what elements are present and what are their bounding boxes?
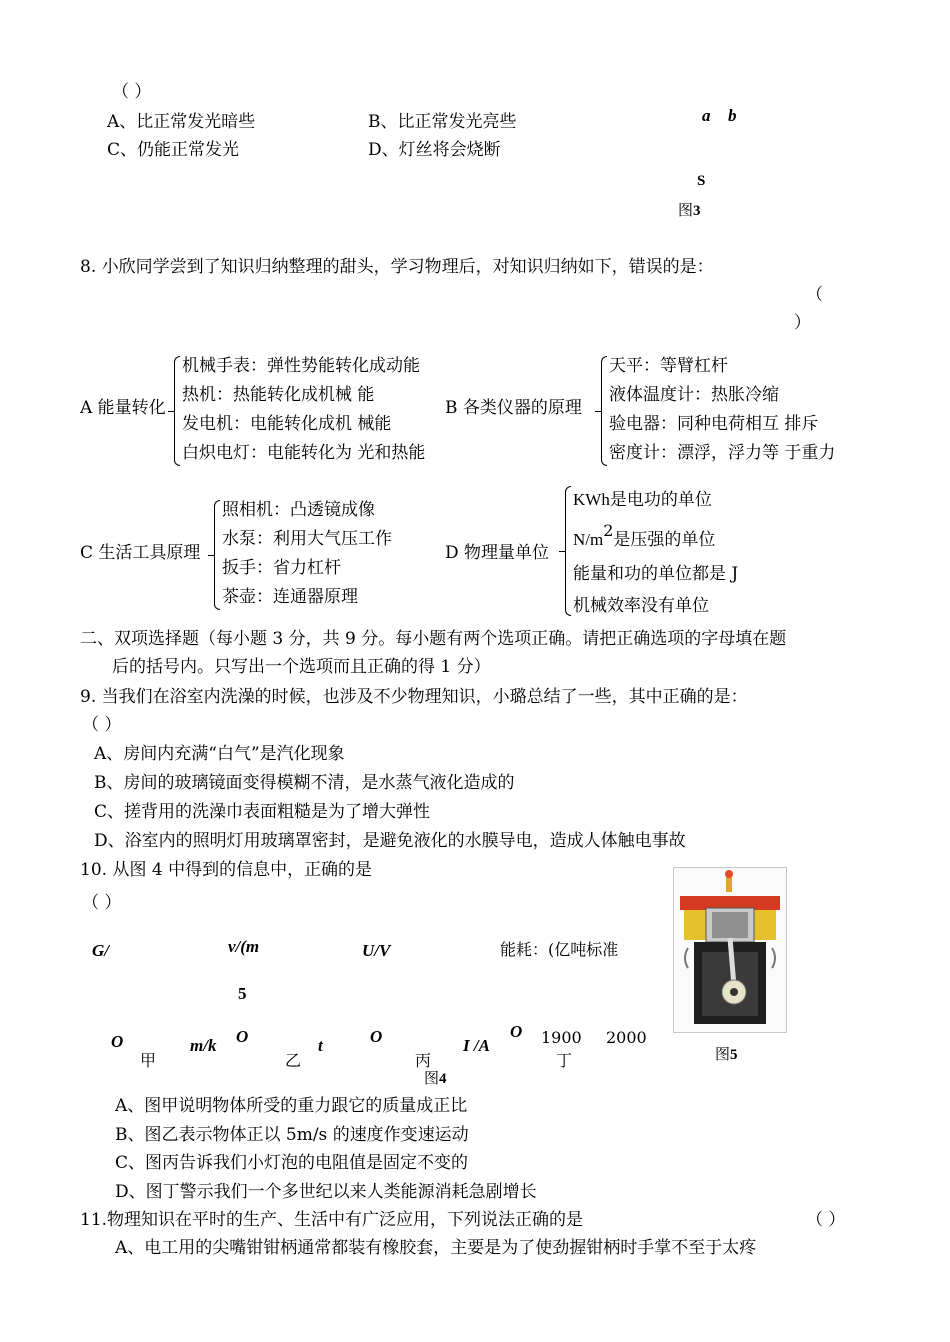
fig4-energy-label: 能耗：(亿吨标准 (500, 940, 619, 959)
q10-option-b: B、图乙表示物体正以 5m/s 的速度作变速运动 (115, 1125, 469, 1145)
fig4-u-label: U/V (362, 941, 391, 960)
q11-paren: （ ） (806, 1210, 846, 1230)
fig5-caption: 图5 (715, 1047, 738, 1063)
fig3-label-b: b (728, 106, 737, 125)
q8-d-title: D 物理量单位 (445, 543, 550, 563)
q8-b-title: B 各类仪器的原理 (445, 398, 582, 418)
fig4-year-1900: 1900 (541, 1028, 582, 1047)
fig4-g-label: G/ (92, 941, 109, 960)
q8-b-item: 液体温度计：热胀冷缩 (609, 385, 779, 405)
fig4-jia: 甲 (140, 1051, 157, 1070)
q8-stem: 8. 小欣同学尝到了知识归纳整理的甜头，学习物理后，对知识归纳如下，错误的是： (80, 257, 714, 277)
q9-option-b: B、房间的玻璃镜面变得模糊不清，是水蒸气液化造成的 (94, 773, 515, 793)
q9-option-a: A、房间内充满“白气”是汽化现象 (94, 744, 345, 764)
fig3-label-s: S (697, 173, 706, 189)
q7-option-c: C、仍能正常发光 (107, 140, 240, 160)
q8-c-item: 照相机：凸透镜成像 (222, 500, 375, 520)
q7-option-a: A、比正常发光暗些 (107, 112, 256, 132)
fig5-engine-image (673, 867, 787, 1033)
fig4-yi: 乙 (285, 1051, 302, 1070)
q11-option-a: A、电工用的尖嘴钳钳柄通常都装有橡胶套，主要是为了使劲握钳柄时手掌不至于太疼 (115, 1238, 757, 1258)
q8-d-item: 机械效率没有单位 (573, 596, 709, 616)
fig4-v-label: v/(m (228, 937, 260, 956)
q8-a-item: 热机：热能转化成机械 能 (182, 385, 375, 405)
q8-paren-open: （ (806, 285, 823, 305)
q10-stem: 10. 从图 4 中得到的信息中，正确的是 (80, 860, 373, 880)
q8-c-title: C 生活工具原理 (80, 543, 201, 563)
fig4-origin-ding: O (510, 1022, 523, 1041)
q8-c-item: 水泵：利用大气压工作 (222, 529, 392, 549)
q7-option-b: B、比正常发光亮些 (368, 112, 517, 132)
fig3-caption: 图3 (678, 203, 701, 219)
fig4-bing: 丙 (415, 1051, 432, 1070)
fig4-t-label: t (318, 1036, 323, 1055)
q10-option-d: D、图丁警示我们一个多世纪以来人类能源消耗急剧增长 (115, 1182, 537, 1202)
fig4-m-label: m/k (190, 1036, 217, 1055)
fig4-origin-jia: O (111, 1032, 124, 1051)
q9-paren: （ ） (82, 715, 122, 735)
fig4-ding: 丁 (556, 1051, 573, 1070)
q8-c-brace (214, 500, 220, 610)
q8-d-item: N/m2是压强的单位 (573, 521, 716, 550)
fig3-label-a: a (702, 106, 711, 125)
q8-b-brace (601, 356, 607, 466)
section2-line2: 后的括号内。只写出一个选项而且正确的得 1 分） (112, 657, 491, 677)
q8-d-brace (565, 486, 571, 616)
q8-a-item: 机械手表：弹性势能转化成动能 (182, 356, 420, 376)
q8-b-item: 天平：等臂杠杆 (609, 356, 728, 376)
q7-option-d: D、灯丝将会烧断 (368, 140, 501, 160)
q10-option-c: C、图丙告诉我们小灯泡的电阻值是固定不变的 (115, 1153, 469, 1173)
q8-d-item: 能量和功的单位都是 J (573, 564, 739, 584)
q8-c-item: 茶壶：连通器原理 (222, 587, 358, 607)
q7-paren: （ ） (112, 82, 152, 102)
q9-option-c: C、搓背用的洗澡巾表面粗糙是为了增大弹性 (94, 802, 431, 822)
q11-stem: 11.物理知识在平时的生产、生活中有广泛应用，下列说法正确的是 (80, 1210, 584, 1230)
fig4-origin-yi: O (236, 1027, 249, 1046)
fig4-caption: 图4 (424, 1071, 447, 1087)
section2-line1: 二、双项选择题（每小题 3 分，共 9 分。每小题有两个选项正确。请把正确选项的字母填在题 (80, 629, 787, 649)
q8-a-brace (174, 356, 180, 466)
fig4-i-label: I /A (463, 1036, 490, 1055)
q10-option-a: A、图甲说明物体所受的重力跟它的质量成正比 (115, 1096, 468, 1116)
fig4-five: 5 (238, 984, 247, 1003)
fig4-year-2000: 2000 (606, 1028, 647, 1047)
q8-c-item: 扳手：省力杠杆 (222, 558, 341, 578)
q10-paren: （ ） (82, 893, 122, 913)
q9-stem: 9. 当我们在浴室内洗澡的时候，也涉及不少物理知识，小璐总结了一些，其中正确的是： (80, 687, 748, 707)
q8-b-item: 验电器：同种电荷相互 排斥 (609, 414, 819, 434)
q8-d-item: KWh是电功的单位 (573, 490, 712, 509)
q9-option-d: D、浴室内的照明灯用玻璃罩密封，是避免液化的水膜导电，造成人体触电事故 (94, 831, 686, 851)
q8-a-item: 发电机：电能转化成机 械能 (182, 414, 392, 434)
q8-b-item: 密度计：漂浮，浮力等 于重力 (609, 443, 836, 463)
q8-a-item: 白炽电灯：电能转化为 光和热能 (182, 443, 426, 463)
q8-a-title: A 能量转化 (80, 398, 166, 418)
q8-paren-close: ） (794, 313, 811, 333)
fig4-origin-bing: O (370, 1027, 383, 1046)
